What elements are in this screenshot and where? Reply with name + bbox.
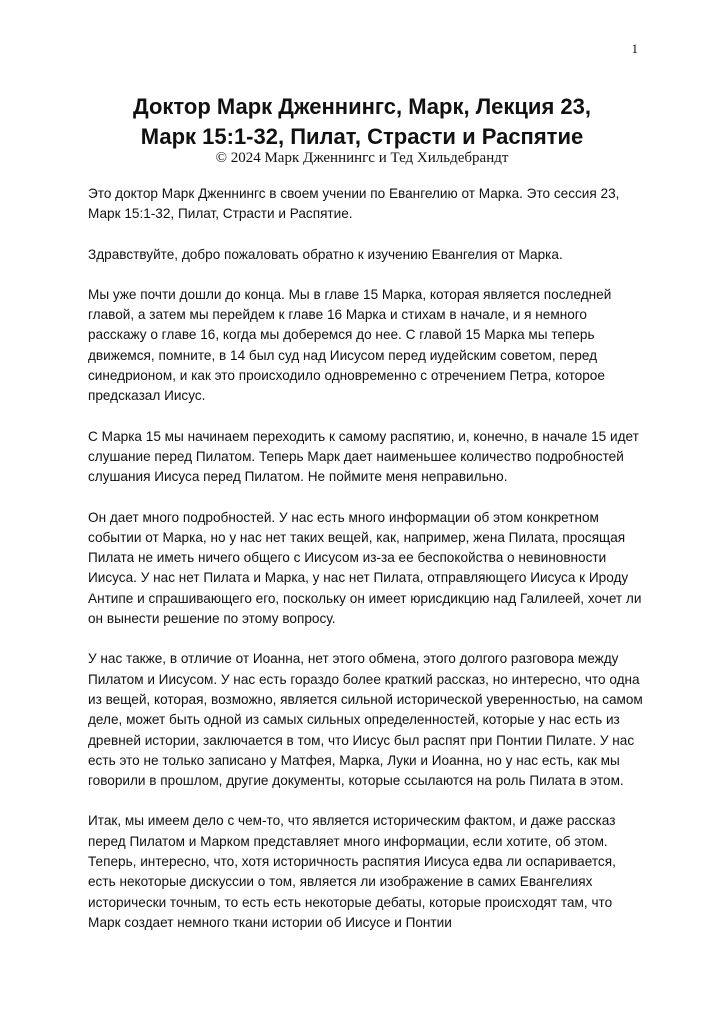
paragraph: С Марка 15 мы начинаем переходить к самому распятию, и, конечно, в начале 15 идет слушание перед Пилатом. Теперь Марк дает наименьшее количество подробностей слушания Иисуса перед Пилатом. Не поймите меня неправильно. (88, 428, 639, 485)
paragraph: У нас также, в отличие от Иоанна, нет этого обмена, этого долгого разговора между Пилатом и Иисусом. У нас есть гораздо более краткий рассказ, но интересно, что одна из вещей, которая, возможно, является сильной исторической уверенностью, на самом деле, может быть одной из самых сильных определенностей, которые у нас есть из древней истории, заключается в том, что Иисус был распят при Понтии Пилате. У нас есть это не только записано у Матфея, Марка, Луки и Иоанна, но у нас есть, как мы говорили в прошлом, другие документы, которые ссылаются на роль Пилата в этом. (88, 651, 643, 789)
title-line-1: Доктор Марк Дженнингс, Марк, Лекция 23, (133, 94, 591, 119)
document-body (88, 184, 643, 953)
paragraph: Мы уже почти дошли до конца. Мы в главе 15 Марка, которая является последней главой, а затем мы перейдем к главе 16 Марка и стихам в начале, и я немного расскажу о главе 16, когда мы доберемся до нее. С главой 15 Марка мы теперь движемся, помните, в 14 был суд над Иисусом перед иудейским советом, перед синедрионом, и как это происходило одновременно с отречением Петра, которое предсказал Иисус. (88, 286, 612, 404)
paragraph: Он дает много подробностей. У нас есть много информации об этом конкретном событии от Марка, но у нас нет таких вещей, как, например, жена Пилата, просящая Пилата не иметь ничего общего с Иисусом из-за ее беспокойства о невиновности Иисуса. У нас нет Пилата и Марка, у нас нет Пилата, отправляющего Иисуса к Ироду Антипе и спрашивающего его, поскольку он имеет юрисдикцию над Галилеей, хочет ли он вынести решение по этому вопросу. (88, 509, 642, 627)
document-title (60, 92, 664, 152)
copyright-line: © 2024 Марк Дженнингс и Тед Хильдебрандт (215, 150, 509, 166)
paragraph: Это доктор Марк Дженнингс в своем учении по Евангелию от Марка. Это сессия 23, Марк 15:1-32, Пилат, Страсти и Распятие. (88, 186, 620, 222)
title-line-2: Марк 15:1-32, Пилат, Страсти и Распятие (140, 124, 584, 149)
paragraph: Итак, мы имеем дело с чем-то, что является историческим фактом, и даже рассказ перед Пилатом и Марком представляет много информации, если хотите, об этом. Теперь, интересно, что, хотя историчность распятия Иисуса едва ли оспаривается, есть некоторые дискуссии о том, является ли изображение в самих Евангелиях исторически точным, то есть есть некоторые дебаты, которые происходят там, что Марк создает немного ткани истории об Иисусе и Понтии (88, 813, 616, 930)
paragraph: Здравствуйте, добро пожаловать обратно к изучению Евангелия от Марка. (88, 246, 563, 262)
page-number: 1 (631, 41, 638, 56)
